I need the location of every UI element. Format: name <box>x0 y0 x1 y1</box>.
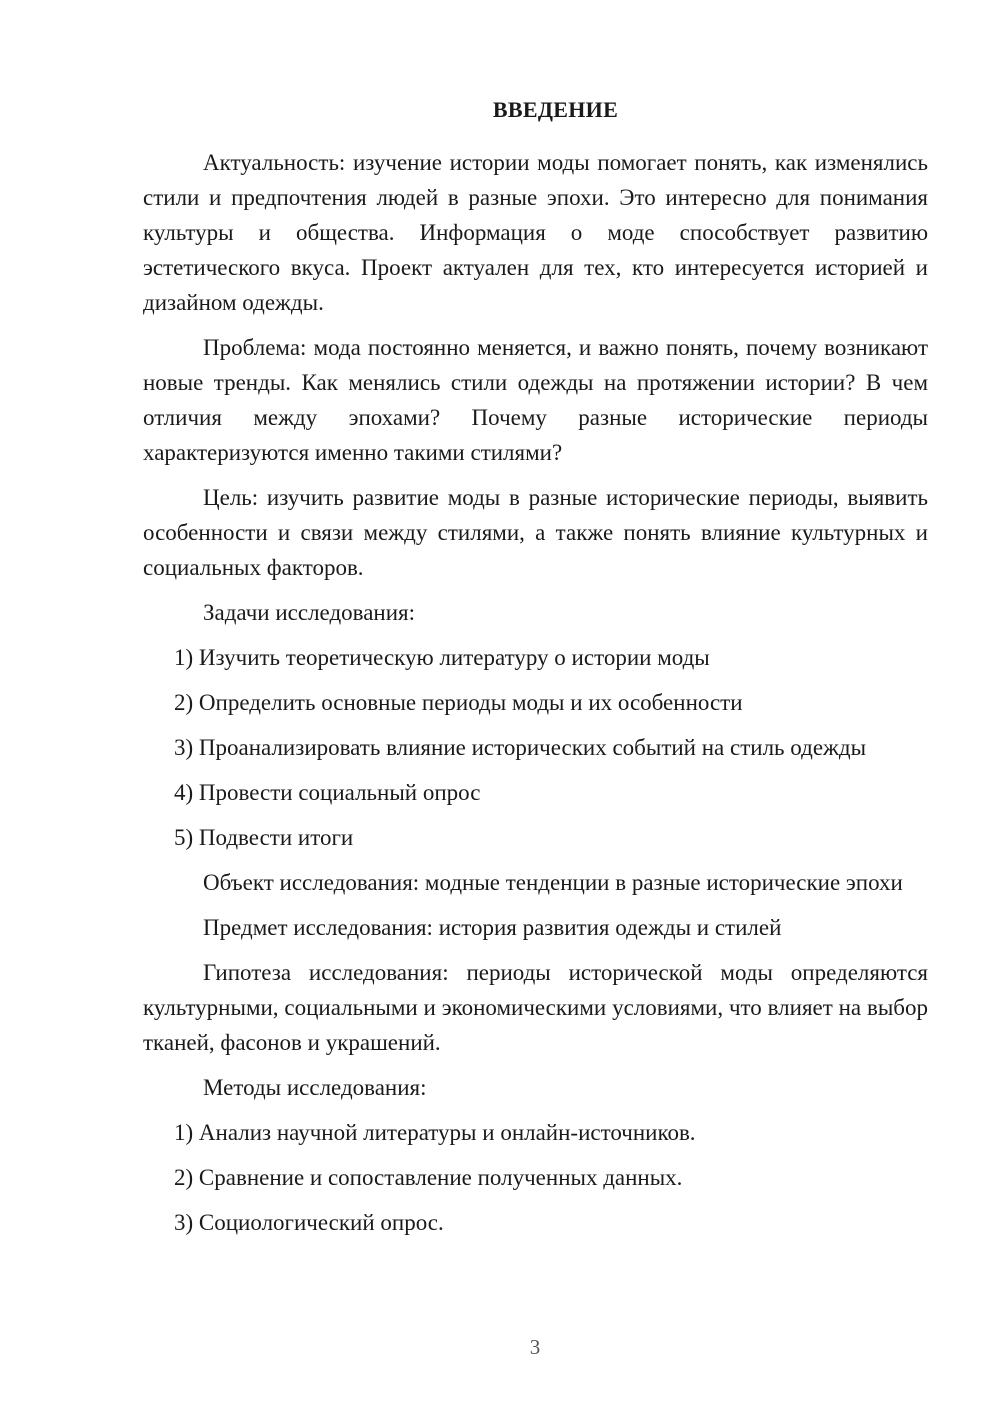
list-item: 1) Изучить теоретическую литературу о истории моды <box>174 645 710 670</box>
list-item: 3) Социологический опрос. <box>174 1210 444 1235</box>
section-title: ВВЕДЕНИЕ <box>492 97 619 122</box>
list-item: 1) Анализ научной литературы и онлайн-источников. <box>174 1120 696 1145</box>
tasks-list <box>143 640 928 855</box>
methods-list <box>143 1115 928 1240</box>
list-item: 2) Сравнение и сопоставление полученных данных. <box>174 1165 683 1190</box>
tasks-heading: Задачи исследования: <box>203 600 416 625</box>
problem-paragraph: Проблема: мода постоянно меняется, и важно понять, почему возникают новые тренды. Как менялись стили одежды на протяжении истории? В чем отличия между эпохами? Почему разные исторические периоды характеризуются именно такими стилями? <box>143 335 928 465</box>
list-item: 4) Провести социальный опрос <box>174 780 481 805</box>
object-paragraph: Объект исследования: модные тенденции в разные исторические эпохи <box>203 870 903 895</box>
subject-paragraph: Предмет исследования: история развития одежды и стилей <box>203 915 782 940</box>
page-number: 3 <box>529 1335 541 1359</box>
list-item: 5) Подвести итоги <box>174 825 354 850</box>
goal-paragraph: Цель: изучить развитие моды в разные исторические периоды, выявить особенности и связи между стилями, а также понять влияние культурных и социальных факторов. <box>143 485 928 580</box>
hypothesis-paragraph: Гипотеза исследования: периоды исторической моды определяются культурными, социальными и экономическими условиями, что влияет на выбор тканей, фасонов и украшений. <box>143 960 928 1055</box>
document-page <box>143 92 928 1250</box>
list-item: 2) Определить основные периоды моды и их особенности <box>174 690 743 715</box>
list-item: 3) Проанализировать влияние исторических событий на стиль одежды <box>174 735 867 760</box>
relevance-paragraph: Актуальность: изучение истории моды помогает понять, как изменялись стили и предпочтения людей в разные эпохи. Это интересно для понимания культуры и общества. Информация о моде способствует развитию эстетического вкуса. Проект актуален для тех, кто интересуется историей и дизайном одежды. <box>143 150 928 315</box>
methods-heading: Методы исследования: <box>203 1075 427 1100</box>
